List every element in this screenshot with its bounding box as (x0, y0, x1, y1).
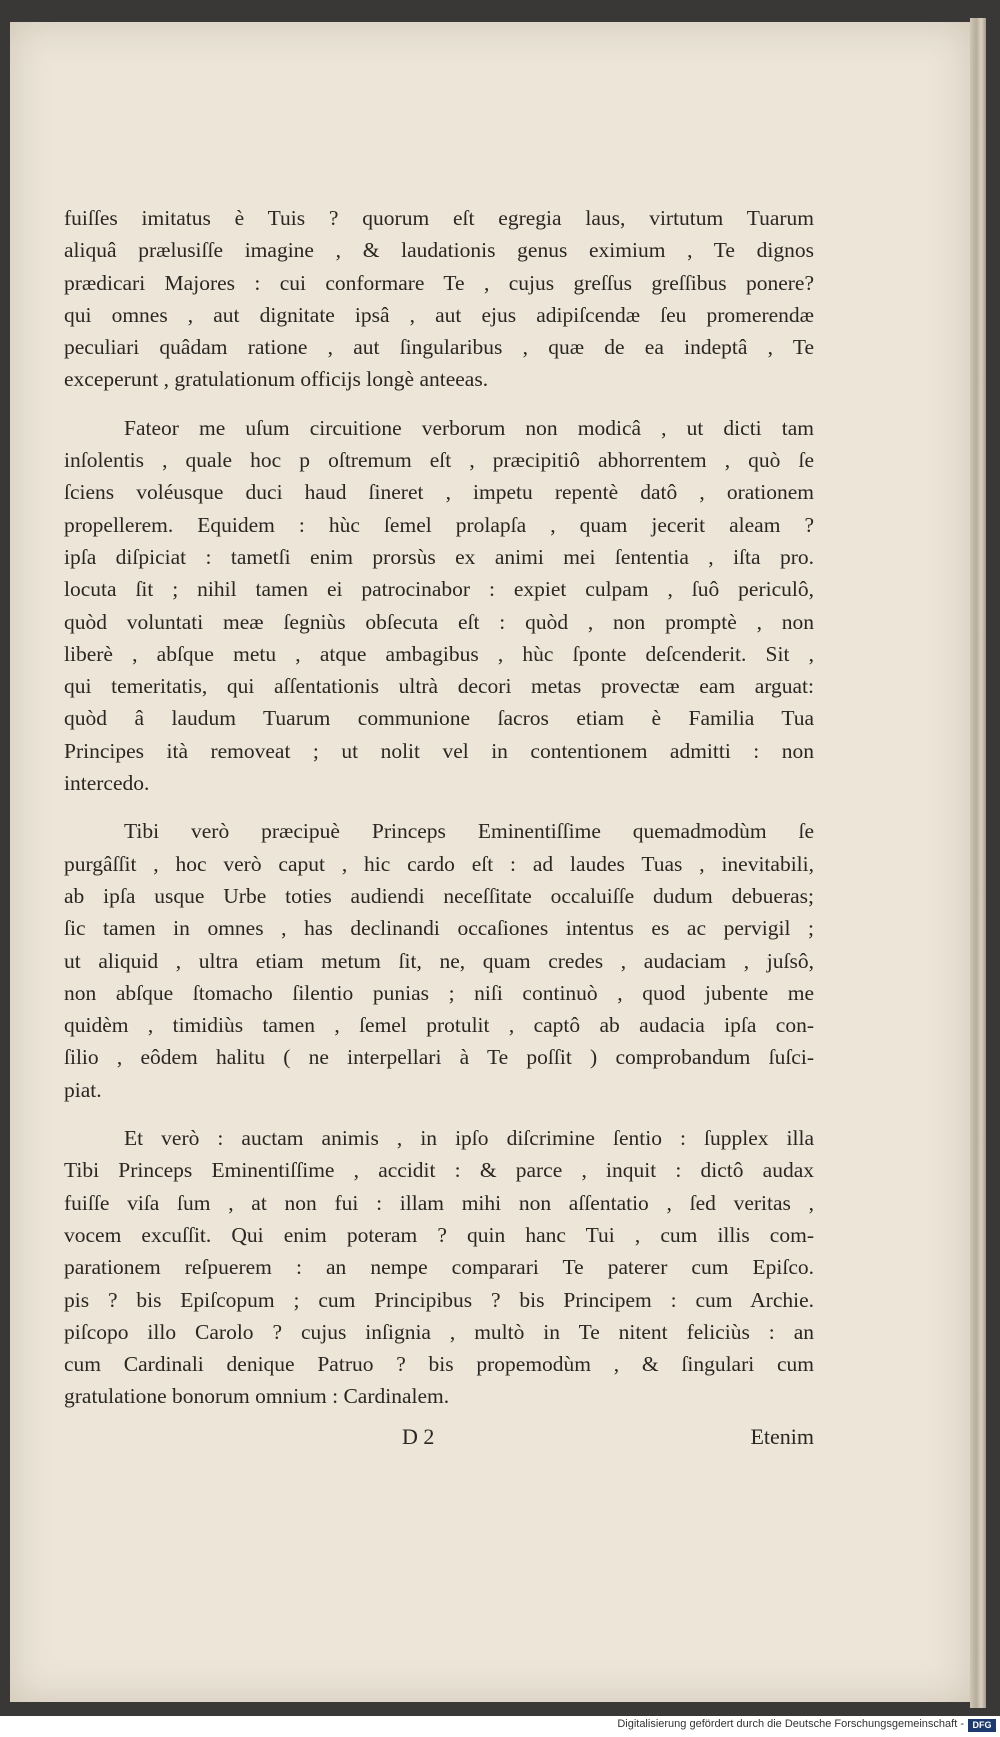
text-line: ſic tamen in omnes , has declinandi occaſiones intentus es ac pervigil ; (64, 916, 814, 941)
text-line: inſolentis , quale hoc p oſtremum eſt , præcipitiô abhorrentem , quò ſe (64, 448, 814, 473)
text-line: piat. (64, 1077, 102, 1102)
signature-mark: D 2 (402, 1424, 435, 1449)
page-edge (970, 18, 986, 1708)
text-line: ſilio , eôdem halitu ( ne interpellari à Te poſſit ) comprobandum ſuſci- (64, 1045, 814, 1070)
text-line: non abſque ſtomacho ſilentio punias ; niſi continuò , quod jubente me (64, 980, 814, 1005)
text-line: Tibi verò præcipuè Princeps Eminentiſſime quemadmodùm ſe (124, 819, 814, 844)
digitization-credit: Digitalisierung gefördert durch die Deutsche Forschungsgemeinschaft - (617, 1718, 964, 1730)
text-line: prædicari Majores : cui conformare Te , cujus greſſus greſſibus ponere? (64, 270, 814, 295)
page-footer (64, 1424, 814, 1458)
text-line: ipſa diſpiciat : tametſi enim prorsùs ex animi mei ſententia , iſta pro. (64, 544, 814, 569)
text-line: cum Cardinali denique Patruo ? bis propemodùm , & ſingulari cum (64, 1352, 814, 1377)
dfg-logo: DFG (968, 1719, 996, 1732)
text-line: purgâſſit , hoc verò caput , hic cardo eſt : ad laudes Tuas , inevitabili, (64, 851, 814, 876)
text-line: pis ? bis Epiſcopum ; cum Principibus ? bis Principem : cum Archie. (64, 1287, 814, 1312)
text-line: Tibi Princeps Eminentiſſime , accidit : & parce , inquit : dictô audax (64, 1158, 814, 1183)
text-line: qui omnes , aut dignitate ipsâ , aut ejus adipiſcendæ ſeu promerendæ (64, 302, 814, 327)
text-line: ab ipſa usque Urbe toties audiendi neceſſitate occaluiſſe dudum debueras; (64, 883, 814, 908)
text-line: Et verò : auctam animis , in ipſo diſcrimine ſentio : ſupplex illa (124, 1126, 814, 1151)
text-line: ſciens voléusque duci haud ſineret , impetu repentè datô , orationem (64, 480, 814, 505)
text-line: exceperunt , gratulationum officijs longè anteeas. (64, 367, 489, 392)
catchword: Etenim (750, 1424, 814, 1449)
text-line: quidèm , timidiùs tamen , ſemel protulit , captô ab audacia ipſa con- (64, 1013, 814, 1038)
text-line: fuiſſes imitatus è Tuis ? quorum eſt egregia laus, virtutum Tuarum (64, 206, 814, 230)
text-line: locuta ſit ; nihil tamen ei patrocinabor : expiet culpam , ſuô periculô, (64, 577, 814, 602)
text-line: parationem reſpuerem : an nempe comparari Te paterer cum Epiſco. (64, 1255, 814, 1280)
text-line: propellerem. Equidem : hùc ſemel prolapſa , quam jecerit aleam ? (64, 512, 814, 537)
text-line: aliquâ prælusiſſe imagine , & laudationis genus eximium , Te dignos (64, 238, 814, 263)
text-line: intercedo. (64, 771, 150, 796)
text-line: Principes ità removeat ; ut nolit vel in contentionem admitti : non (64, 738, 814, 763)
text-line: ut aliquid , ultra etiam metum ſit, ne, quam credes , audaciam , juſsô, (64, 948, 814, 973)
text-line: gratulatione bonorum omnium : Cardinalem. (64, 1384, 450, 1409)
paragraph (64, 412, 814, 800)
text-line: peculiari quâdam ratione , aut ſingularibus , quæ de ea indeptâ , Te (64, 335, 814, 360)
text-line: vocem excuſſit. Qui enim poteram ? quin hanc Tui , cum illis com- (64, 1222, 814, 1247)
paragraph (64, 815, 814, 1106)
paragraph (64, 1122, 814, 1413)
text-line: qui temeritatis, qui aſſentationis ultrà decori metas provectæ eam arguat: (64, 674, 814, 699)
text-line: liberè , abſque metu , atque ambagibus , hùc ſponte deſcenderit. Sit , (64, 641, 814, 666)
body-text (64, 202, 814, 1429)
paragraph (64, 202, 814, 396)
text-line: Fateor me uſum circuitione verborum non modicâ , ut dicti tam (124, 415, 814, 440)
text-line: quòd â laudum Tuarum communione ſacros etiam è Familia Tua (64, 706, 814, 731)
text-line: piſcopo illo Carolo ? cujus inſignia , multò in Te nitent feliciùs : an (64, 1319, 814, 1344)
text-line: quòd voluntati meæ ſegniùs obſecuta eſt : quòd , non promptè , non (64, 609, 814, 634)
text-line: fuiſſe viſa ſum , at non fui : illam mihi non aſſentatio , ſed veritas , (64, 1190, 814, 1215)
